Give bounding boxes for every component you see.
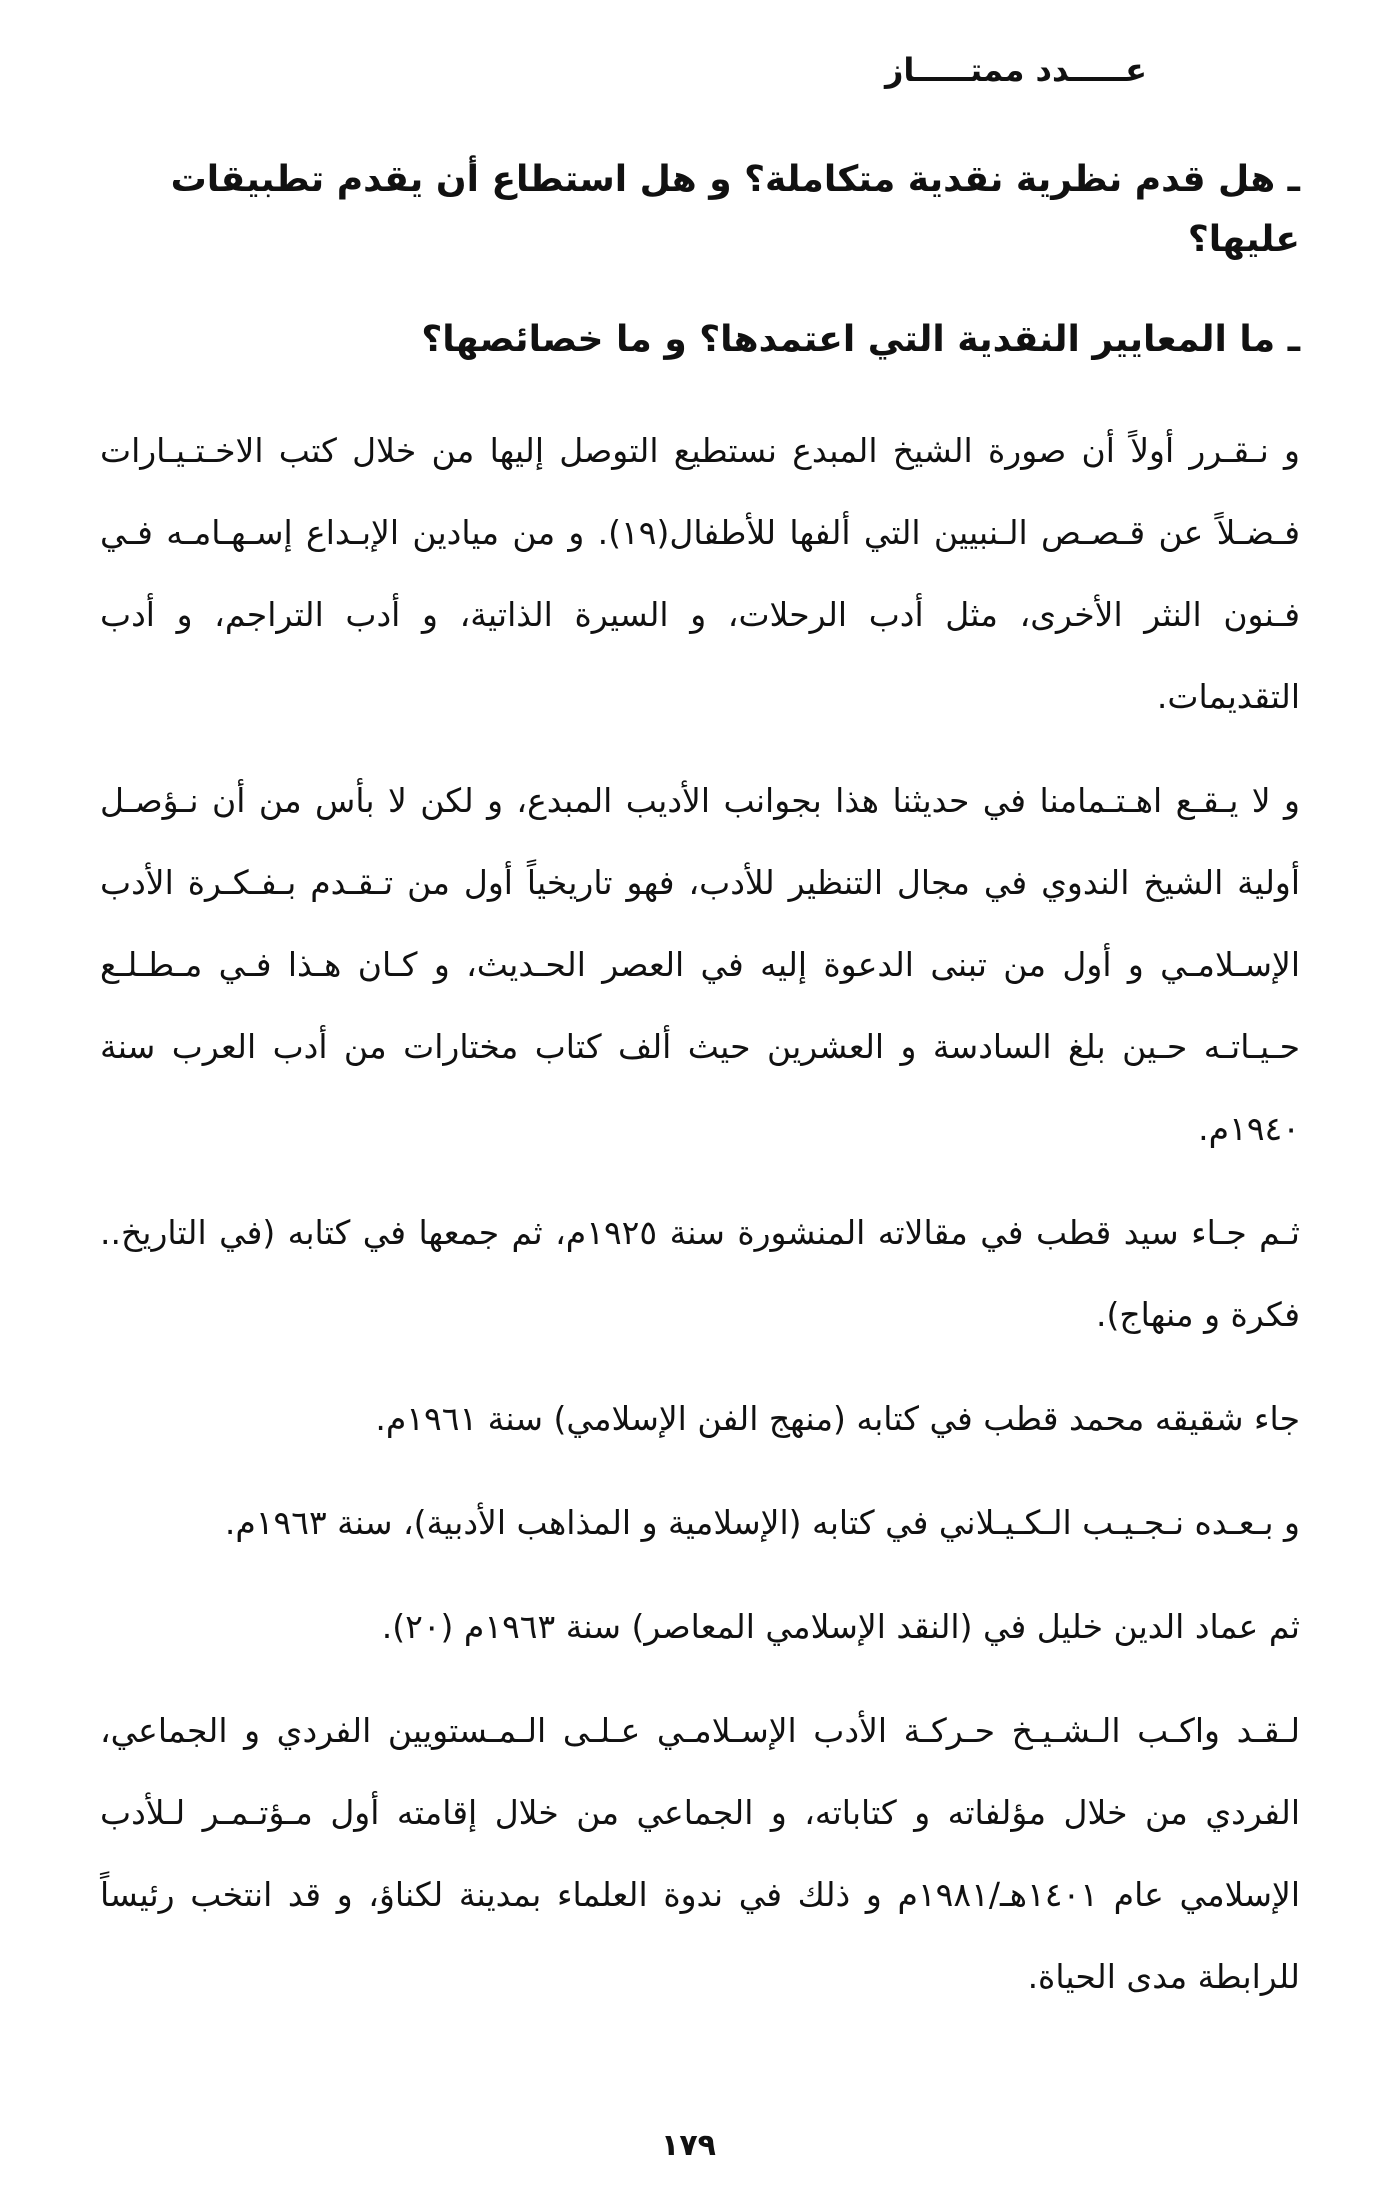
paragraph: لـقـد واكـب الـشـيـخ حـركـة الأدب الإسـلامـي عـلـى الـمـستويين الفردي و الجماعي، الفردي من خلال مؤلفاته و كتاباته، و الجماعي من خلال إقامته أول مـؤتـمـر لـلأدب الإسلامي عام ١٤٠١هـ/١٩٨١م و ذلك في ندوة العلماء بمدينة لكناؤ، و قد انتخب رئيساً للرابطة مدى الحياة. [100, 1711, 1300, 1996]
paragraph: ثـم جـاء سيد قطب في مقالاته المنشورة سنة ١٩٢٥م، ثم جمعها في كتابه (في التاريخ.. فكرة و منهاج). [100, 1213, 1300, 1334]
running-head: عـــــدد ممتـــــاز [884, 51, 1147, 89]
page-body [100, 150, 1300, 2040]
question-line: ـ ما المعايير النقدية التي اعتمدها؟ و ما خصائصها؟ [421, 319, 1300, 360]
paragraph: و بـعـده نـجـيـب الـكـيـلاني في كتابه (الإسلامية و المذاهب الأدبية)، سنة ١٩٦٣م. [224, 1503, 1300, 1542]
page-number: ١٧٩ [661, 2128, 716, 2163]
paragraph: و لا يـقـع اهـتـمامنا في حديثنا هذا بجوانب الأديب المبدع، و لكن لا بأس من أن نـؤصـل أولية الشيخ الندوي في مجال التنظير للأدب، فهو تاريخياً أول من تـقـدم بـفـكـرة الأدب الإسـلامـي و أول من تبنى الدعوة إليه في العصر الحـديث، و كـان هـذا فـي مـطـلـع حـيـاتـه حـين بلغ السادسة و العشرين حيث ألف كتاب مختارات من أدب العرب سنة ١٩٤٠م. [100, 781, 1300, 1148]
paragraph: ثم عماد الدين خليل في (النقد الإسلامي المعاصر) سنة ١٩٦٣م (٢٠). [381, 1607, 1300, 1646]
paragraph: و نـقـرر أولاً أن صورة الشيخ المبدع نستطيع التوصل إليها من خلال كتب الاخـتـيـارات فـضـلاً عن قـصـص الـنبيين التي ألفها للأطفال(١٩). و من ميادين الإبـداع إسـهـامـه فـي فـنون النثر الأخرى، مثل أدب الرحلات، و السيرة الذاتية، و أدب التراجم، و أدب التقديمات. [100, 431, 1300, 716]
paragraph: جاء شقيقه محمد قطب في كتابه (منهج الفن الإسلامي) سنة ١٩٦١م. [375, 1399, 1300, 1438]
question-line: ـ هل قدم نظرية نقدية متكاملة؟ و هل استطاع أن يقدم تطبيقات عليها؟ [170, 159, 1300, 260]
